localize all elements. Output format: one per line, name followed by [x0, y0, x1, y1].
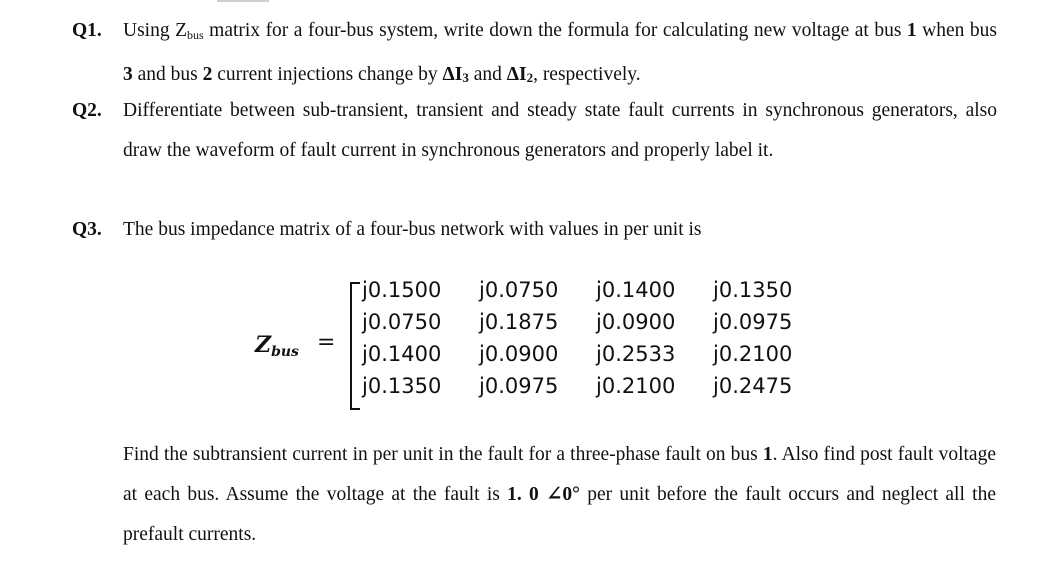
matrix-cell: j0.1350 — [362, 374, 442, 398]
zbus-label-subscript: bus — [271, 344, 299, 360]
q1-text-part: Using Z — [123, 20, 187, 41]
q1-bus-2: 2 — [202, 64, 213, 85]
q1-text-part: , respectively. — [533, 64, 641, 85]
q1-bus-3: 3 — [123, 64, 133, 85]
matrix-cell: j0.0900 — [479, 342, 559, 366]
q3-task-text: Find the subtransient current in per unit in the fault for a three-phase fault on bus — [123, 444, 763, 465]
matrix-cell: j0.0900 — [596, 310, 676, 334]
matrix-row — [362, 374, 830, 398]
zbus-label-z: Z — [255, 332, 272, 358]
q3-task-text: per unit before the fault occurs and neglect all the prefault currents. — [123, 484, 996, 545]
question-1-text — [123, 11, 997, 98]
question-2-paragraph: Differentiate between sub-transient, transient and steady state fault currents in synchronous generators, also draw the waveform of fault current in synchronous generators and properly label it. — [123, 100, 997, 161]
matrix-cell: j0.2533 — [596, 342, 676, 366]
matrix-cell: j0.1500 — [362, 278, 442, 302]
page-top-rule — [217, 0, 269, 2]
matrix-cell: j0.1400 — [362, 342, 442, 366]
question-2-number: Q2. — [72, 100, 102, 121]
question-1-number: Q1. — [72, 20, 102, 41]
equals-sign: = — [317, 330, 336, 355]
matrix-cell: j0.2475 — [713, 374, 793, 398]
matrix-cell: j0.1350 — [713, 278, 793, 302]
cut-off-next-line — [68, 574, 488, 582]
question-3-intro: The bus impedance matrix of a four-bus network with values in per unit is — [123, 219, 702, 240]
matrix-row — [362, 278, 830, 302]
matrix-row — [362, 310, 830, 334]
matrix-cell: j0.0975 — [713, 310, 793, 334]
q1-text-part: when bus — [916, 20, 997, 41]
matrix-cell: j0.0750 — [479, 278, 559, 302]
question-3-text — [123, 210, 997, 250]
matrix-cell: j0.0975 — [479, 374, 559, 398]
q1-delta-i3: ΔI — [442, 64, 463, 85]
matrix-cell: j0.1400 — [596, 278, 676, 302]
q1-bus-1: 1 — [906, 20, 917, 41]
question-3 — [72, 210, 997, 250]
question-3-number: Q3. — [72, 219, 102, 240]
matrix-cell: j0.2100 — [596, 374, 676, 398]
matrix-cell: j0.2100 — [713, 342, 793, 366]
q1-text-part: and bus — [132, 64, 203, 85]
q3-task-text: . Also find post fault voltage at each bus. Assume the voltage at the fault is — [123, 444, 996, 505]
q1-delta-i2: ΔI — [506, 64, 527, 85]
q1-zbus-subscript: bus — [187, 28, 204, 42]
question-1 — [72, 11, 997, 98]
q1-delta-i3-subscript: 3 — [462, 70, 469, 85]
q3-prefault-voltage: 1. 0 ∠0° — [507, 484, 580, 505]
q3-fault-bus: 1 — [762, 444, 773, 465]
matrix-row — [362, 342, 830, 366]
q1-text-part: matrix for a four-bus system, write down the formula for calculating new voltage at bus — [203, 20, 907, 41]
matrix-left-bracket — [350, 282, 360, 410]
zbus-label — [255, 332, 299, 360]
matrix-cell: j0.1875 — [479, 310, 559, 334]
question-2 — [72, 91, 997, 171]
q1-delta-i2-subscript: 2 — [526, 70, 534, 85]
matrix-cell: j0.0750 — [362, 310, 442, 334]
q1-text-part: and — [468, 64, 507, 85]
question-3-task — [123, 435, 996, 555]
q1-text-part: current injections change by — [212, 64, 443, 85]
question-2-text — [123, 91, 997, 171]
